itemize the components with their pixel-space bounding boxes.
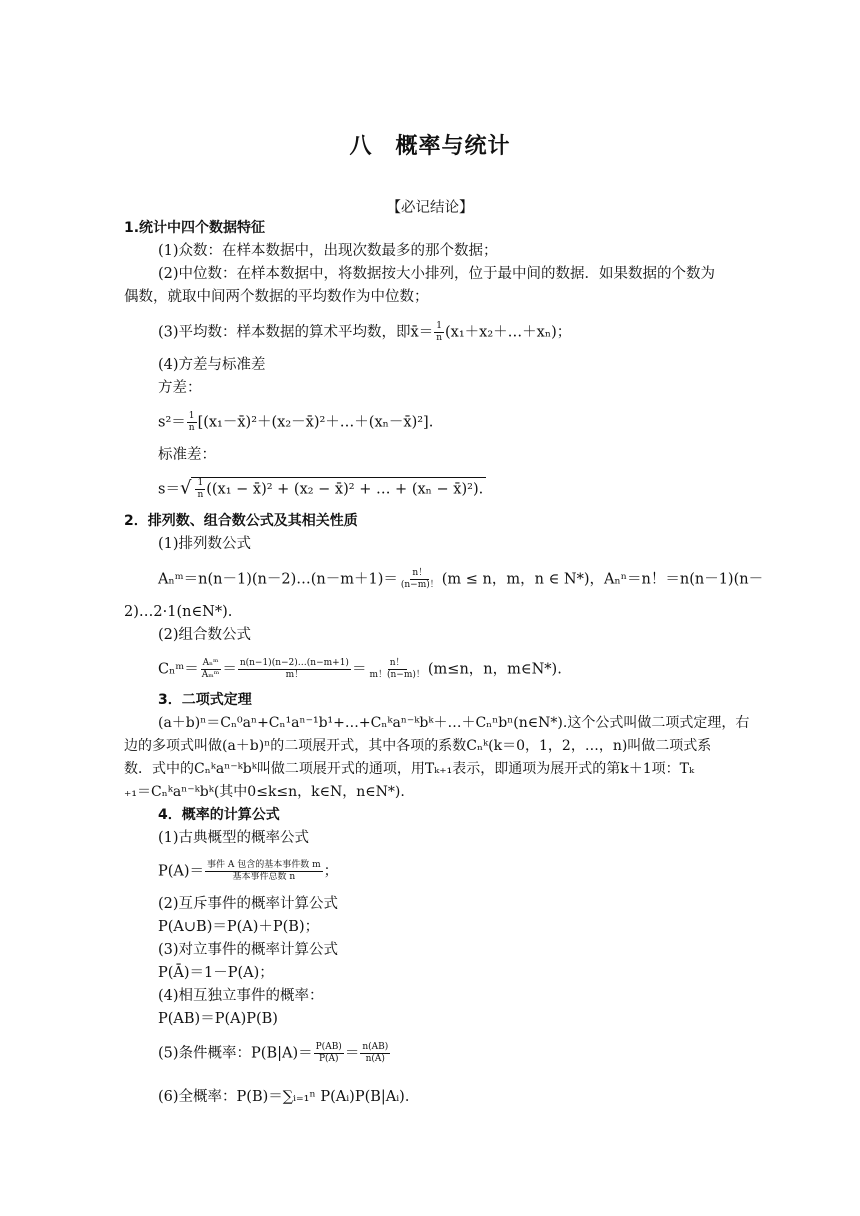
comb-tail: (m≤n，n，m∈N*). xyxy=(427,661,562,678)
opposite-heading: (3)对立事件的概率计算公式 xyxy=(158,942,339,958)
sqrt-icon: √ xyxy=(179,477,192,499)
numerator: n(n−1)(n−2)…(n−m+1) xyxy=(239,658,349,668)
perm-formula xyxy=(158,568,763,591)
section-2-heading: 2．排列数、组合数公式及其相关性质 xyxy=(124,513,358,529)
section-1-heading: 1.统计中四个数据特征 xyxy=(124,220,266,236)
comb-formula xyxy=(158,658,562,681)
fraction xyxy=(399,568,441,591)
conditional-formula xyxy=(158,1042,391,1065)
fraction xyxy=(367,658,426,681)
variance-label: 方差： xyxy=(158,380,202,396)
binomial-line-1: (a＋b)ⁿ＝Cₙ⁰aⁿ+Cₙ¹aⁿ⁻¹b¹+…+Cₙᵏaⁿ⁻ᵏbᵏ＋…＋Cₙⁿbⁿ(n∈N*).这个公式叫做二项式定理，右 xyxy=(158,715,750,731)
section-3-heading: 3．二项式定理 xyxy=(158,692,252,708)
numerator: Aₙᵐ xyxy=(202,658,219,668)
denominator: 基本事件总数 n xyxy=(232,872,296,882)
denominator: m！ xyxy=(285,670,304,680)
fraction xyxy=(238,658,351,681)
numerator: 1 xyxy=(197,478,204,488)
variance-lhs: s²＝ xyxy=(158,414,186,431)
denominator: P(A) xyxy=(318,1054,339,1064)
mean-label: (3)平均数：样本数据的算术平均数，即x̄＝ xyxy=(158,324,434,341)
comb-heading: (2)组合数公式 xyxy=(158,627,252,643)
variance-tail: [(x₁－x̄)²＋(x₂－x̄)²＋…＋(xₙ－x̄)²]. xyxy=(197,414,434,431)
sd-formula xyxy=(158,477,486,501)
denominator: n(A) xyxy=(365,1054,385,1064)
variance-heading: (4)方差与标准差 xyxy=(158,357,266,373)
binomial-line-2: 边的多项式叫做(a＋b)ⁿ的二项展开式，其中各项的系数Cₙᵏ(k＝0，1，2，…，n)叫做二项式系 xyxy=(124,738,712,754)
fraction xyxy=(360,1042,390,1065)
independent-formula: P(AB)＝P(A)P(B) xyxy=(158,1011,278,1027)
sd-lhs: s＝ xyxy=(158,481,180,498)
numerator: 1 xyxy=(436,321,442,331)
denominator: m！(n−m)！ xyxy=(369,670,425,680)
fraction xyxy=(187,411,197,434)
binomial-line-4: ₊₁＝Cₙᵏaⁿ⁻ᵏbᵏ(其中0≤k≤n，k∈N，n∈N*). xyxy=(124,784,405,800)
numerator: n！ xyxy=(389,658,405,668)
denominator: Aₘᵐ xyxy=(201,670,220,680)
sqrt-body xyxy=(191,477,486,501)
fraction xyxy=(205,860,323,883)
classic-lhs: P(A)＝ xyxy=(158,863,205,880)
section-4-heading: 4．概率的计算公式 xyxy=(158,807,280,823)
classic-tail: ； xyxy=(323,863,339,880)
perm-formula-cont: 2)…2·1(n∈N*). xyxy=(124,604,233,620)
page-title: 八 概率与统计 xyxy=(349,133,511,159)
median-definition: (2)中位数：在样本数据中，将数据按大小排列，位于最中间的数据．如果数据的个数为 xyxy=(158,266,716,282)
numerator: P(AB) xyxy=(315,1042,342,1052)
numerator: 1 xyxy=(188,411,195,421)
perm-part-b: (m ≤ n，m，n ∈ N*)，Aₙⁿ＝n！＝n(n－1)(n－ xyxy=(441,571,764,588)
median-definition-cont: 偶数，就取中间两个数据的平均数作为中位数； xyxy=(124,289,429,305)
perm-heading: (1)排列数公式 xyxy=(158,536,252,552)
equals: ＝ xyxy=(222,661,237,678)
equals: ＝ xyxy=(344,1045,360,1062)
mode-definition: (1)众数：在样本数据中，出现次数最多的那个数据； xyxy=(158,243,498,259)
denominator: n xyxy=(188,423,195,433)
binomial-line-3: 数．式中的Cₙᵏaⁿ⁻ᵏbᵏ叫做二项展开式的通项，用Tₖ₊₁表示，即通项为展开式的第k＋1项：Tₖ xyxy=(124,761,695,777)
comb-lhs: Cₙᵐ＝ xyxy=(158,661,199,678)
conditional-lhs: (5)条件概率：P(B|A)＝ xyxy=(158,1045,313,1062)
section-subtitle: 【必记结论】 xyxy=(386,200,474,216)
opposite-formula: P(Ā)＝1－P(A)； xyxy=(158,965,274,981)
total-probability-formula: (6)全概率：P(B)＝∑ᵢ₌₁ⁿ P(Aᵢ)P(B|Aᵢ)． xyxy=(158,1089,420,1105)
sd-body: ((x₁ − x̄)² + (x₂ − x̄)² + … + (xₙ − x̄)²). xyxy=(206,481,484,498)
fraction xyxy=(195,478,205,501)
independent-heading: (4)相互独立事件的概率： xyxy=(158,988,324,1004)
exclusive-formula: P(A∪B)＝P(A)＋P(B)； xyxy=(158,919,320,935)
classic-formula xyxy=(158,860,338,883)
numerator: n！ xyxy=(412,568,428,578)
classic-heading: (1)古典概型的概率公式 xyxy=(158,830,310,846)
numerator: 事件 A 包含的基本事件数 m xyxy=(207,860,321,870)
perm-part-a: Aₙᵐ＝n(n－1)(n－2)…(n－m＋1)＝ xyxy=(158,571,398,588)
exclusive-heading: (2)互斥事件的概率计算公式 xyxy=(158,896,339,912)
equals: ＝ xyxy=(351,661,367,678)
fraction xyxy=(200,658,222,681)
fraction xyxy=(434,321,444,344)
fraction xyxy=(314,1042,344,1065)
sd-label: 标准差： xyxy=(158,447,216,463)
denominator: n xyxy=(197,490,204,500)
variance-formula xyxy=(158,411,433,434)
mean-formula xyxy=(158,321,571,344)
numerator: n(AB) xyxy=(362,1042,389,1052)
mean-tail: (x₁＋x₂＋…＋xₙ)； xyxy=(445,324,572,341)
denominator: (n−m)！ xyxy=(400,580,439,590)
denominator: n xyxy=(436,333,443,343)
